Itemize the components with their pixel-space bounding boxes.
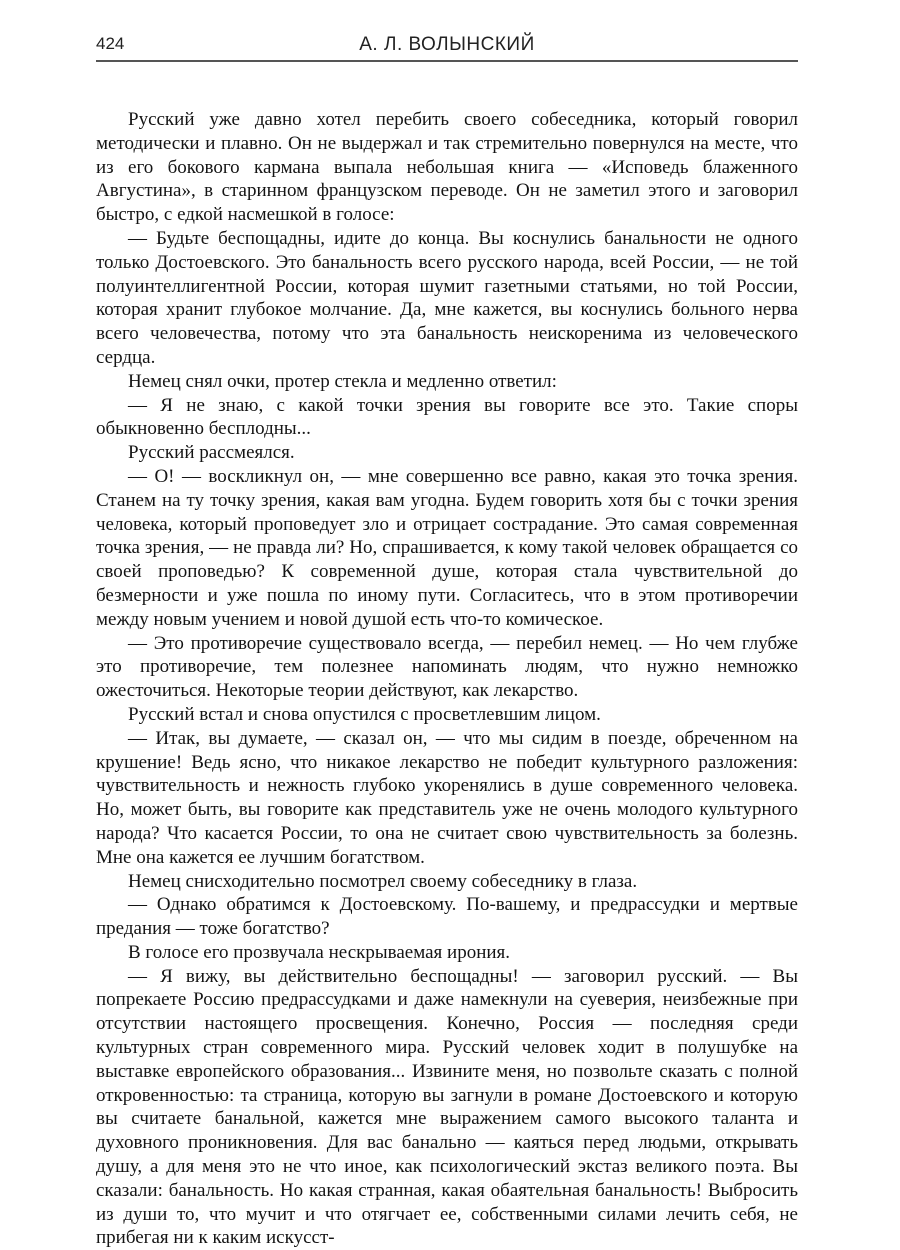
page-header — [96, 30, 798, 62]
paragraph: — Это противоречие существовало всегда, — перебил немец. — Но чем глубже это противоречие, тем полезнее напоминать людям, что нужно немножко ожесточиться. Некоторые теории действуют, как лекарство. — [96, 632, 798, 702]
paragraph: Русский уже давно хотел перебить своего собеседника, который говорил методически и плавно. Он не выдержал и так стремительно повернулся на месте, что из его бокового кармана выпала небольшая книга — «Исповедь блаженного Августина», в старинном французском переводе. Он не заметил этого и заговорил быстро, с едкой насмешкой в голосе: — [96, 109, 798, 226]
paragraph: — Итак, вы думаете, — сказал он, — что мы сидим в поезде, обреченном на крушение! Ведь ясно, что никакое лекарство не победит культурного разложения: чувствительность и нежность глубоко укоренялись в душе современного человека. Но, может быть, вы говорите как представитель уже не очень молодого культурного народа? Что касается России, то она не считает свою чувствительность за болезнь. Мне она кажется ее лучшим богатством. — [96, 727, 798, 868]
paragraph: — Однако обратимся к Достоевскому. По-вашему, и предрассудки и мертвые предания — тоже богатство? — [96, 894, 798, 940]
paragraph: Русский рассмеялся. — [128, 442, 295, 464]
paragraph: — Я вижу, вы действительно беспощадны! — заговорил русский. — Вы попрекаете Россию предрассудками и даже намекнули на суеверия, неизбежные при отсутствии настоящего просвещения. Конечно, Россия — последняя среди культурных стран современного мира. Русский человек ходит в полушубке на выставке европейского образования... Извините меня, но позвольте сказать с полной откровенностью: та страница, которую вы загнули в романе Достоевского и которую вы считаете банальной, кажется мне выражением самого высокого таланта и духовного проникновения. Для вас банально — каяться перед людьми, открывать душу, а для меня это не что иное, как психологический экстаз великого поэта. Вы сказали: банальность. Но какая странная, какая обаятельная банальность! Выбросить из души то, что мучит и что отягчает ее, собственными силами лечить себя, не прибегая ни к каким искусст- — [96, 965, 798, 1249]
paragraph: — Я не знаю, с какой точки зрения вы говорите все это. Такие споры обыкновенно бесплодны... — [96, 394, 798, 440]
page-number: 424 — [96, 34, 125, 53]
book-page — [96, 30, 798, 1250]
paragraph: — Будьте беспощадны, идите до конца. Вы коснулись банальности не одного только Достоевского. Это банальность всего русского народа, всей России, — не той полуинтеллигентной России, которая шумит газетными статьями, но той России, которая хранит глубокое молчание. Да, мне кажется, вы коснулись больного нерва всего человечества, потому что эта банальность неискоренима из человеческого сердца. — [96, 227, 798, 368]
paragraph: — О! — воскликнул он, — мне совершенно все равно, какая это точка зрения. Станем на ту точку зрения, какая вам угодна. Будем говорить хотя бы с точки зрения человека, который проповедует зло и отрицает сострадание. Это самая современная точка зрения, — не правда ли? Но, спрашивается, к кому такой человек обращается со своей проповедью? К современной душе, которая стала чувствительной до безмерности и уже пошла по иному пути. Согласитесь, что в этом противоречии между новым учением и новой душой есть что-то комическое. — [96, 465, 798, 630]
running-head: А. Л. ВОЛЫНСКИЙ — [359, 34, 535, 55]
body-text — [96, 108, 798, 1250]
paragraph: Немец снял очки, протер стекла и медленно ответил: — [128, 370, 557, 392]
paragraph: В голосе его прозвучала нескрываемая ирония. — [128, 941, 511, 963]
paragraph: Русский встал и снова опустился с просветлевшим лицом. — [128, 703, 601, 725]
paragraph: Немец снисходительно посмотрел своему собеседнику в глаза. — [128, 870, 638, 892]
